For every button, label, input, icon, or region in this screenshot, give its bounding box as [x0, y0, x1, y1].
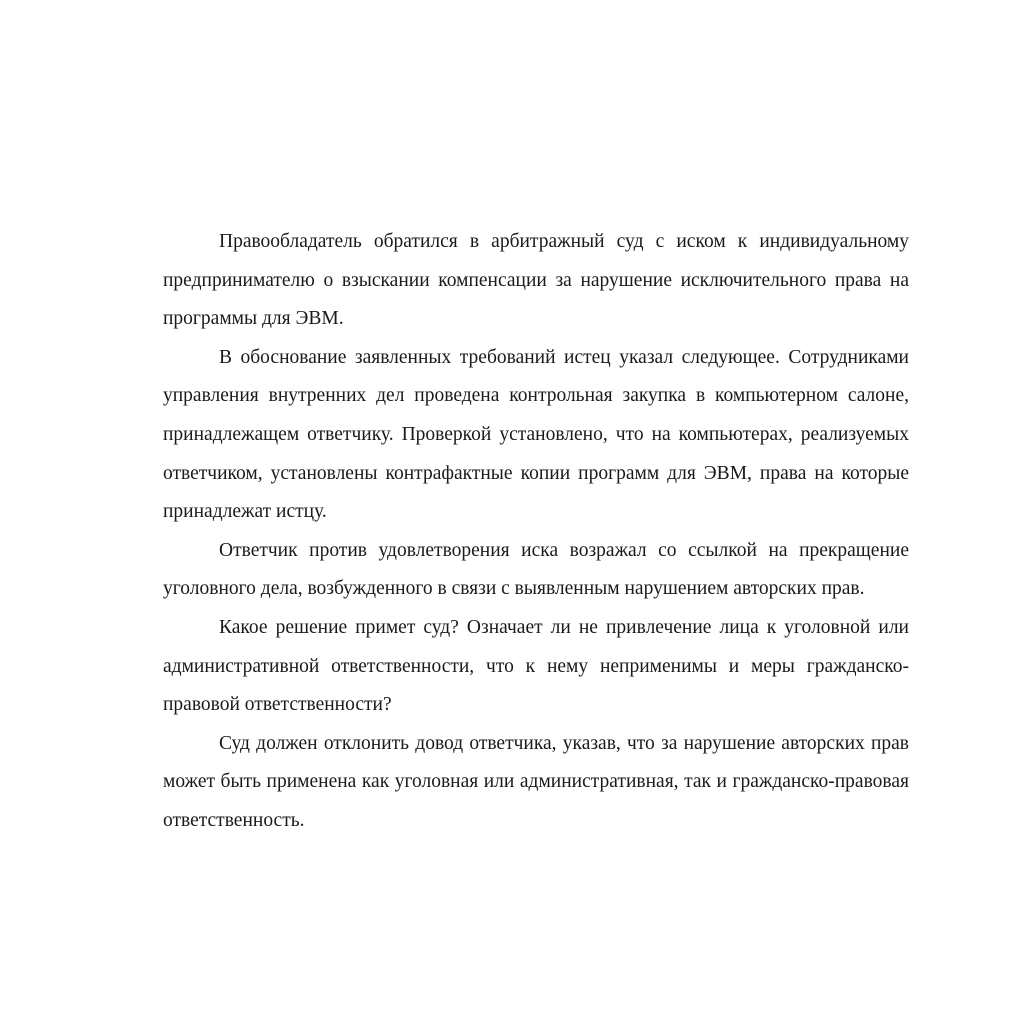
document-body	[163, 223, 909, 841]
paragraph-3: Ответчик против удовлетворения иска возражал со ссылкой на прекращение уголовного дела, возбужденного в связи с выявленным нарушением авторских прав.	[163, 539, 909, 600]
paragraph-4: Какое решение примет суд? Означает ли не привлечение лица к уголовной или административной ответственности, что к нему неприменимы и меры гражданско-правовой ответственности?	[163, 616, 909, 716]
paragraph-2: В обоснование заявленных требований истец указал следующее. Сотрудниками управления внутренних дел проведена контрольная закупка в компьютерном салоне, принадлежащем ответчику. Проверкой установлено, что на компьютерах, реализуемых ответчиком, установлены контрафактные копии программ для ЭВМ, права на которые принадлежат истцу.	[163, 346, 909, 523]
paragraph-1: Правообладатель обратился в арбитражный суд с иском к индивидуальному предпринимателю о взыскании компенсации за нарушение исключительного права на программы для ЭВМ.	[163, 231, 909, 330]
paragraph-5: Суд должен отклонить довод ответчика, указав, что за нарушение авторских прав может быть применена как уголовная или административная, так и гражданско-правовая ответственность.	[163, 732, 909, 831]
